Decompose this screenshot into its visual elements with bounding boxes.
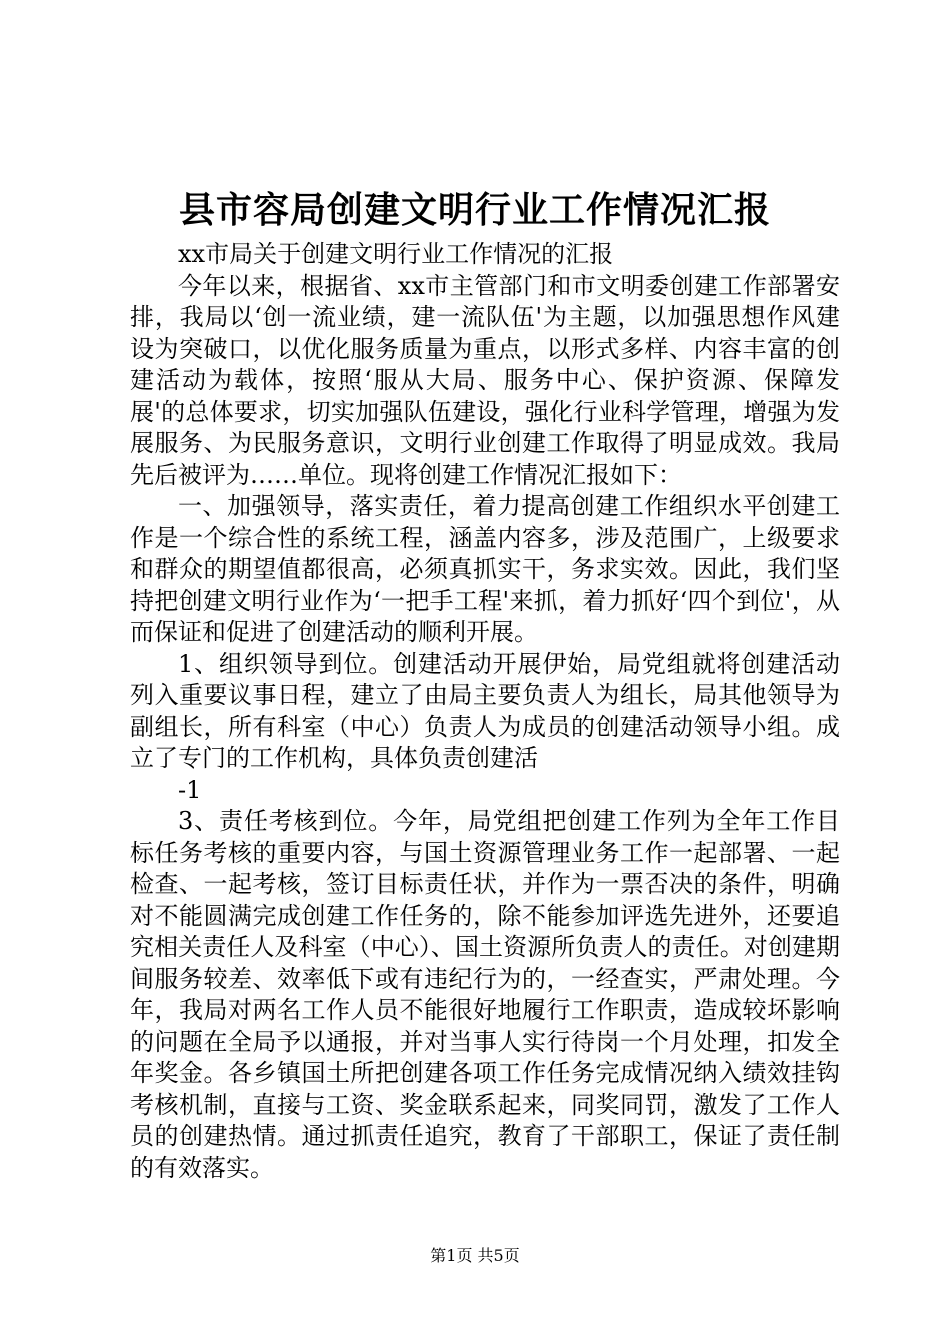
paragraph-subtitle: xx市局关于创建文明行业工作情况的汇报: [178, 240, 614, 268]
page-footer: 第1页 共5页: [430, 1246, 520, 1265]
paragraph-item-one: 1、组织领导到位。创建活动开展伊始，局党组就将创建活动列入重要议事日程，建立了由局主要负责人为组长，局其他领导为副组长，所有科室（中心）负责人为成员的创建活动领导小组。成立了专门的工作机构，具体负责创建活: [130, 649, 840, 772]
document-title: 县市容局创建文明行业工作情况汇报: [178, 189, 771, 231]
paragraph-section-one: 一、加强领导，落实责任，着力提高创建工作组织水平创建工作是一个综合性的系统工程，涵盖内容多，涉及范围广，上级要求和群众的期望值都很高，必须真抓实干，务求实效。因此，我们坚持把创建文明行业作为‘一把手工程'来抓，着力抓好‘四个到位'，从而保证和促进了创建活动的顺利开展。: [130, 492, 840, 646]
paragraph-intro: 今年以来，根据省、xx市主管部门和市文明委创建工作部署安排，我局以‘创一流业绩，建一流队伍'为主题，以加强思想作风建设为突破口，以优化服务质量为重点，以形式多样、内容丰富的创建活动为载体，按照‘服从大局、服务中心、保护资源、保障发展'的总体要求，切实加强队伍建设，强化行业科学管理，增强为发展服务、为民服务意识，文明行业创建工作取得了明显成效。我局先后被评为……单位。现将创建工作情况汇报如下：: [130, 271, 840, 489]
paragraph-item-three: 3、责任考核到位。今年，局党组把创建工作列为全年工作目标任务考核的重要内容，与国土资源管理业务工作一起部署、一起检查、一起考核，签订目标责任状，并作为一票否决的条件，明确对不能圆满完成创建工作任务的，除不能参加评选先进外，还要追究相关责任人及科室（中心）、国土资源所负责人的责任。对创建期间服务较差、效率低下或有违纪行为的，一经查实，严肃处理。今年，我局对两名工作人员不能很好地履行工作职责，造成较坏影响的问题在全局予以通报，并对当事人实行待岗一个月处理，扣发全年奖金。各乡镇国土所把创建各项工作任务完成情况纳入绩效挂钩考核机制，直接与工资、奖金联系起来，同奖同罚，激发了工作人员的创建热情。通过抓责任追究，教育了干部职工，保证了责任制的有效落实。: [130, 807, 840, 1182]
document-body: [130, 239, 840, 1184]
paragraph-page-mark: -1: [178, 775, 202, 804]
